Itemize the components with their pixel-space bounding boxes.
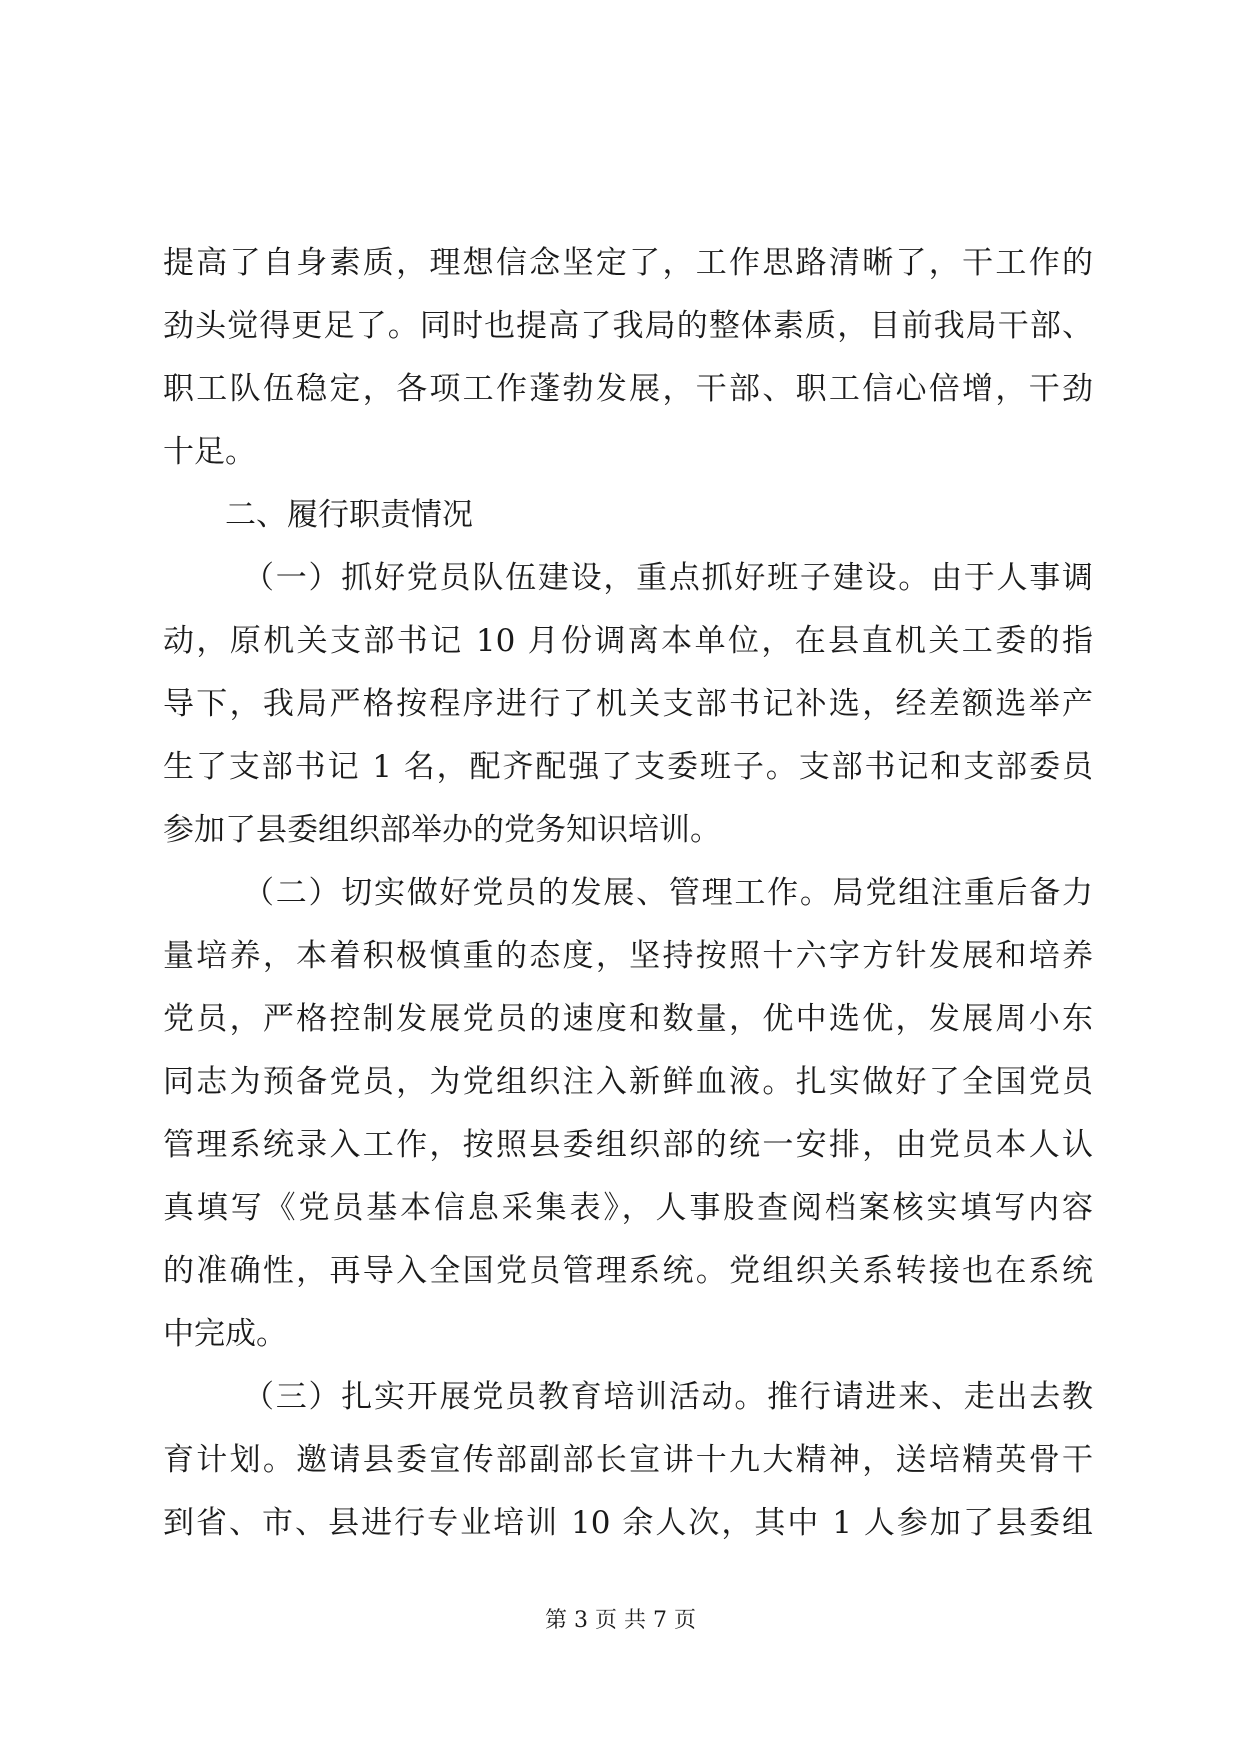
text-line: 量培养，本着积极慎重的态度，坚持按照十六字方针发展和培养: [163, 938, 1093, 974]
text-line: 真填写《党员基本信息采集表》，人事股查阅档案核实填写内容: [163, 1190, 1093, 1226]
text-line: 导下，我局严格按程序进行了机关支部书记补选，经差额选举产: [163, 686, 1093, 722]
text-line: 管理系统录入工作，按照县委组织部的统一安排，由党员本人认: [163, 1127, 1093, 1163]
text-line: 中完成。: [163, 1316, 287, 1352]
text-line: 参加了县委组织部举办的党务知识培训。: [163, 812, 721, 848]
text-line: 动，原机关支部书记 10 月份调离本单位，在县直机关工委的指: [163, 623, 1093, 659]
text-line: 育计划。邀请县委宣传部副部长宣讲十九大精神，送培精英骨干: [163, 1442, 1093, 1478]
text-line: 劲头觉得更足了。同时也提高了我局的整体素质，目前我局干部、: [163, 308, 1093, 344]
page-number-footer: 第 3 页 共 7 页: [545, 1608, 696, 1633]
text-line: 同志为预备党员，为党组织注入新鲜血液。扎实做好了全国党员: [163, 1064, 1093, 1100]
text-line: 的准确性，再导入全国党员管理系统。党组织关系转接也在系统: [163, 1253, 1093, 1289]
text-line: 党员，严格控制发展党员的速度和数量，优中选优，发展周小东: [163, 1001, 1093, 1037]
text-line: 十足。: [163, 434, 256, 470]
text-line: 提高了自身素质，理想信念坚定了，工作思路清晰了，干工作的: [163, 245, 1093, 281]
document-body: [163, 232, 1093, 1555]
section-heading: 二、履行职责情况: [225, 497, 473, 533]
text-line: 生了支部书记 1 名，配齐配强了支委班子。支部书记和支部委员: [163, 749, 1093, 785]
text-line: （二）切实做好党员的发展、管理工作。局党组注重后备力: [243, 875, 1093, 911]
text-line: （三）扎实开展党员教育培训活动。推行请进来、走出去教: [243, 1379, 1093, 1415]
text-line: （一）抓好党员队伍建设，重点抓好班子建设。由于人事调: [243, 560, 1093, 596]
text-line: 到省、市、县进行专业培训 10 余人次，其中 1 人参加了县委组: [163, 1505, 1093, 1541]
text-line: 职工队伍稳定，各项工作蓬勃发展，干部、职工信心倍增，干劲: [163, 371, 1093, 407]
